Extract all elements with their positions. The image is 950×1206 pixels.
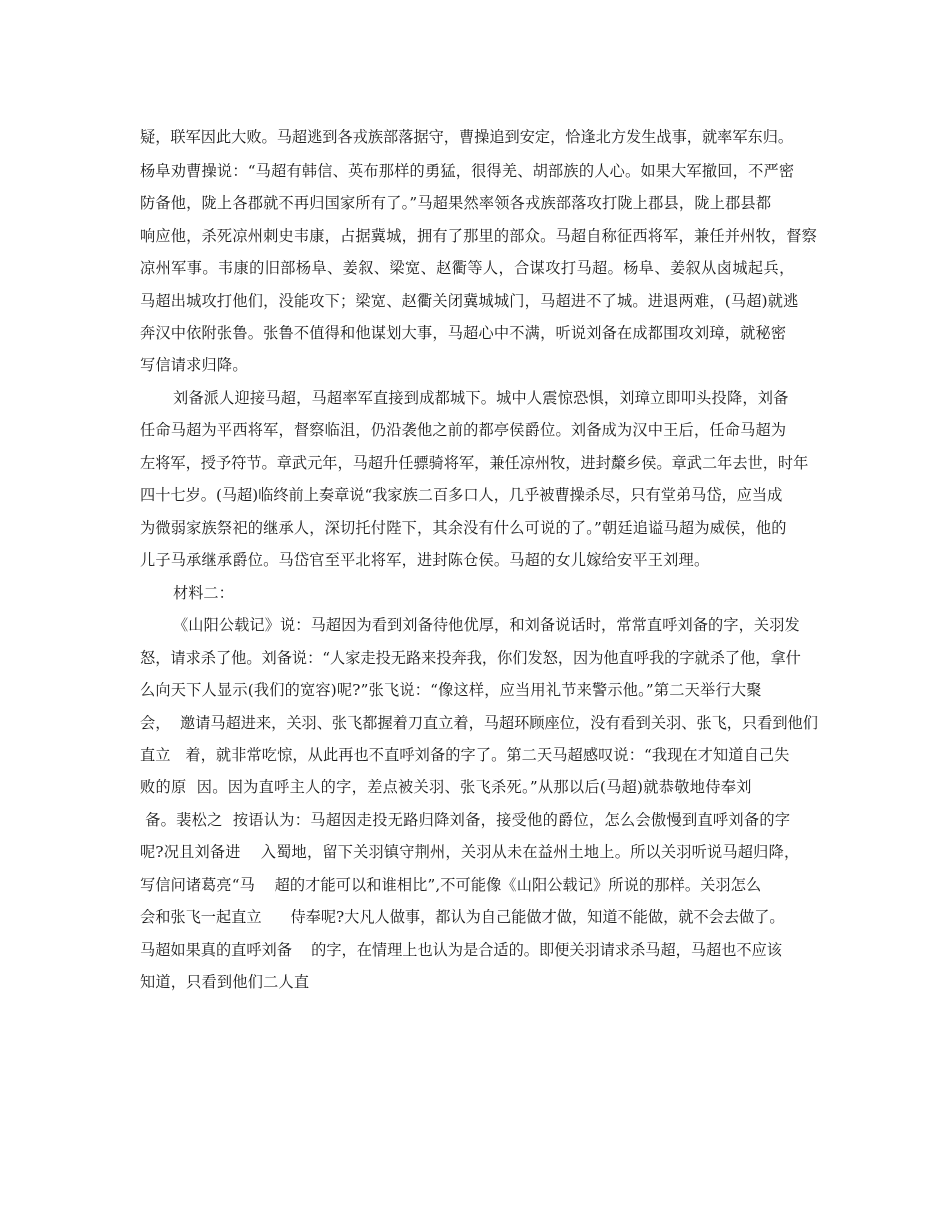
text-line: 奔汉中依附张鲁。张鲁不值得和他谋划大事，马超心中不满，听说刘备在成都围攻刘璋，就秘密 (140, 324, 787, 342)
text-line: 为微弱家族祭祀的继承人，深切托付陛下，其余没有什么可说的了。”朝廷追谥马超为威侯，他的 (140, 519, 787, 537)
text-line: 直立 着，就非常吃惊，从此再也不直呼刘备的字了。第二天马超感叹说：“我现在才知道自己失 (140, 746, 790, 764)
text-line: 任命马超为平西将军，督察临沮，仍沿袭他之前的都亭侯爵位。刘备成为汉中王后，任命马超为 (140, 421, 787, 439)
text-line: 杨阜劝曹操说：“马超有韩信、英布那样的勇猛，很得羌、胡部族的人心。如果大军撤回，不严密 (140, 162, 795, 180)
text-line: 马超出城攻打他们，没能攻下；梁宽、赵衢关闭冀城城门，马超进不了城。进退两难，(马超)就逃 (140, 292, 799, 310)
text-line: 知道，只看到他们二人直 (140, 973, 310, 991)
text-line: 《山阳公载记》说：马超因为看到刘备待他优厚，和刘备说话时，常常直呼刘备的字，关羽发 (173, 616, 800, 634)
text-line: 写信请求归降。 (140, 356, 248, 374)
text-line: 马超如果真的直呼刘备 的字，在情理上也认为是合适的。即便关羽请求杀马超，马超也不应该 (140, 941, 782, 959)
text-line: 左将军，授予符节。章武元年，马超升任骠骑将军，兼任凉州牧，进封斄乡侯。章武二年去世，时年 (140, 454, 809, 472)
text-line: 备。裴松之 按语认为：马超因走投无路归降刘备，接受他的爵位，怎么会傲慢到直呼刘备的字 (140, 811, 791, 829)
text-line: 怒，请求杀了他。刘备说：“人家走投无路来投奔我，你们发怒，因为他直呼我的字就杀了他，拿什 (140, 649, 801, 667)
text-line: 儿子马承继承爵位。马岱官至平北将军，进封陈仓侯。马超的女儿嫁给安平王刘理。 (140, 551, 710, 569)
text-line: 呢?况且刘备进 入蜀地，留下关羽镇守荆州，关羽从未在益州土地上。所以关羽听说马超归降， (140, 843, 800, 861)
text-line: 写信问诸葛亮“马 超的才能可以和谁相比”,不可能像《山阳公载记》所说的那样。关羽怎么 (140, 876, 762, 894)
text-line: 么向天下人显示(我们的宽容)呢?”张飞说：“像这样，应当用礼节来警示他。”第二天举行大聚 (140, 681, 762, 699)
text-line: 凉州军事。韦康的旧部杨阜、姜叙、梁宽、赵衢等人，合谋攻打马超。杨阜、姜叙从卤城起兵， (140, 259, 795, 277)
text-line: 会， 邀请马超进来，关羽、张飞都握着刀直立着，马超环顾座位，没有看到关羽、张飞，只看到他们 (140, 714, 818, 732)
text-line: 刘备派人迎接马超，马超率军直接到成都城下。城中人震惊恐惧，刘璋立即叩头投降，刘备 (173, 389, 789, 407)
text-line: 四十七岁。(马超)临终前上奏章说“我家族二百多口人，几乎被曹操杀尽，只有堂弟马岱，应当成 (140, 486, 783, 504)
text-line: 疑，联军因此大败。马超逃到各戎族部落据守，曹操追到安定，恰逢北方发生战事，就率军东归。 (140, 128, 794, 146)
text-line: 会和张飞一起直立 侍奉呢?大凡人做事，都认为自己能做才做，知道不能做，就不会去做了。 (140, 908, 785, 926)
text-line: 败的原 因。因为直呼主人的字，差点被关羽、张飞杀死。”从那以后(马超)就恭敬地侍奉刘 (140, 778, 752, 796)
section-label: 材料二： (173, 584, 234, 602)
text-line: 响应他，杀死凉州刺史韦康，占据冀城，拥有了那里的部众。马超自称征西将军，兼任并州牧，督察 (140, 227, 818, 245)
text-line: 防备他，陇上各郡就不再归国家所有了。”马超果然率领各戎族部落攻打陇上郡县，陇上郡县都 (140, 194, 772, 212)
